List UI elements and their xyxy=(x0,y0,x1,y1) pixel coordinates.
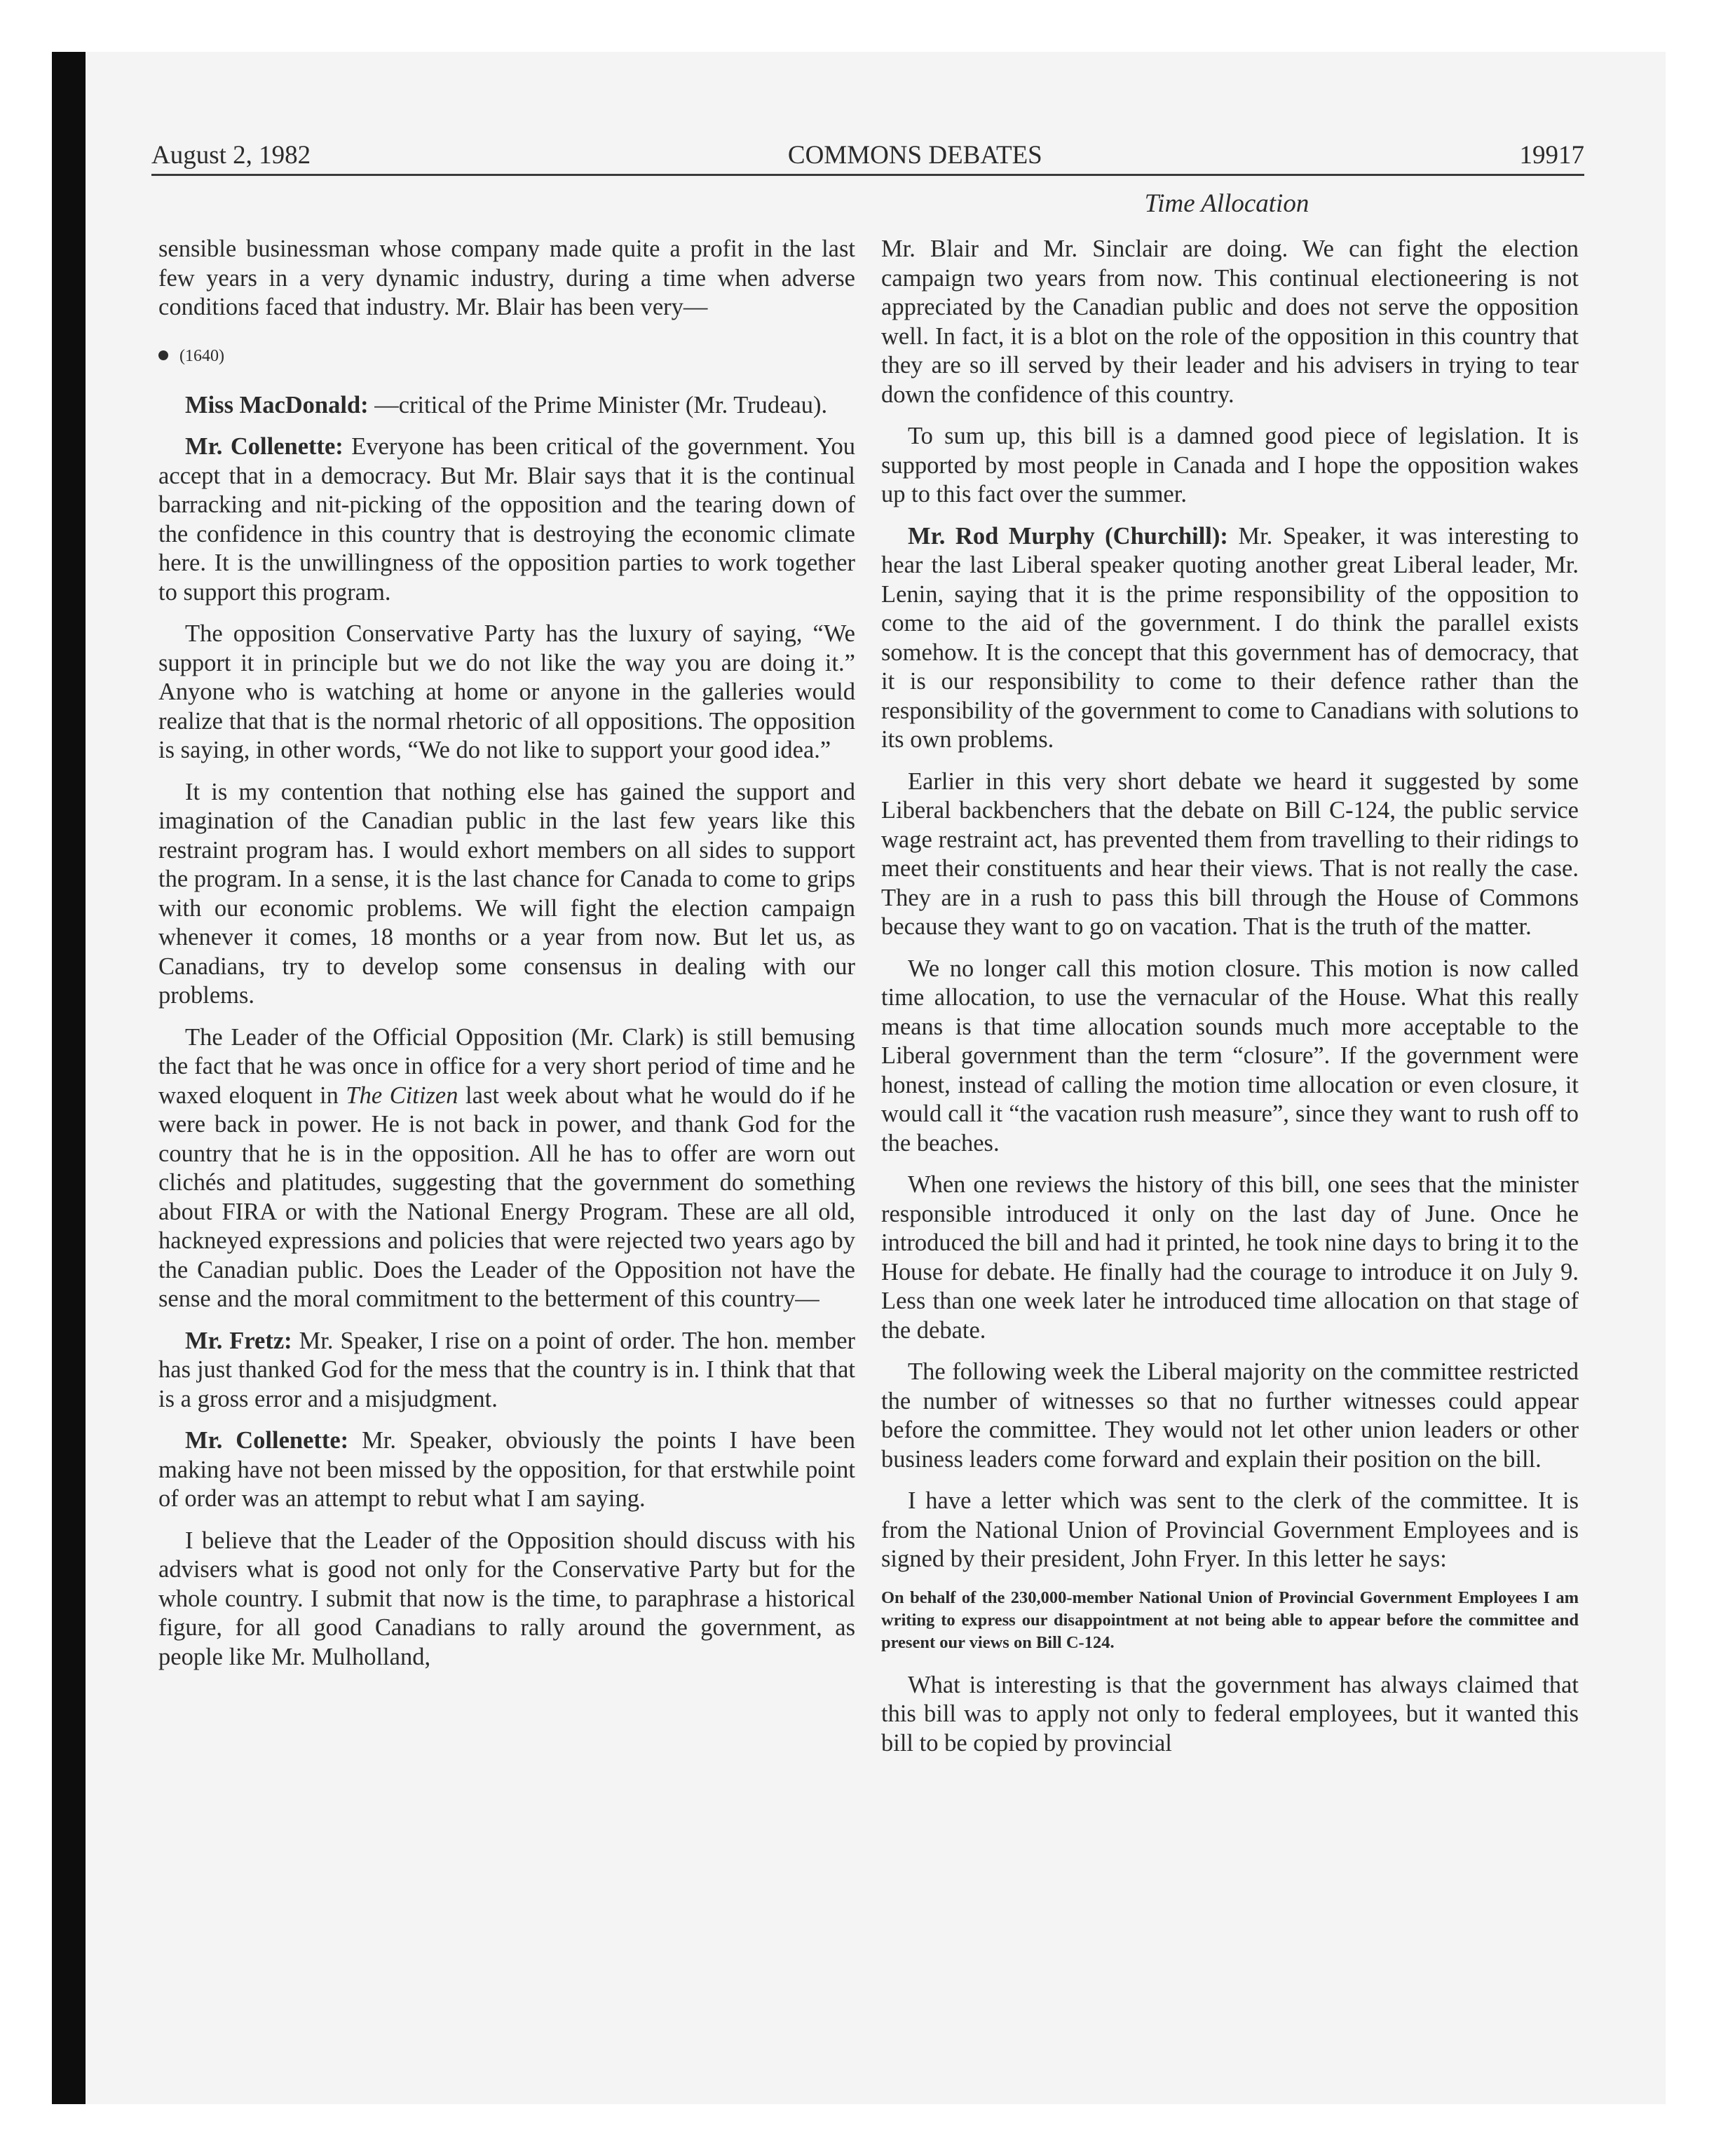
paragraph xyxy=(158,1426,855,1514)
paragraph: sensible businessman whose company made quite a profit in the last few years in a very dynamic industry, during a time when adverse conditions faced that industry. Mr. Blair has been very— xyxy=(158,236,855,320)
header-date: August 2, 1982 xyxy=(151,141,311,170)
speech-text: Mr. Speaker, obviously the points I have been making have not been missed by the opposition, for that erstwhile point of order was an attempt to rebut what I am saying. xyxy=(158,1427,855,1512)
speaker-name: Mr. Collenette: xyxy=(185,433,343,460)
paragraph: We no longer call this motion closure. This motion is now called time allocation, to use the vernacular of the House. What this really means is that time allocation sounds much more acceptable to the Liberal government than the term “closure”. If the government were honest, instead of calling the motion time allocation or even closure, it would call it “the vacation rush measure”, since they want to rush off to the beaches. xyxy=(881,955,1579,1157)
header-publication: COMMONS DEBATES xyxy=(787,141,1042,170)
paragraph: What is interesting is that the government has always claimed that this bill was to apply not only to federal employees, but it wanted this bill to be copied by provincial xyxy=(881,1671,1579,1756)
time-marker-label: (1640) xyxy=(179,346,224,365)
paragraph: The following week the Liberal majority on the committee restricted the number of witnesses so that no further witnesses could appear before the committee. They would not let other union leaders or other business leaders come forward and explain their position on the bill. xyxy=(881,1358,1579,1473)
bullet-icon xyxy=(158,350,168,360)
speaker-name: Mr. Collenette: xyxy=(185,1427,349,1454)
paragraph: When one reviews the history of this bill, one sees that the minister responsible introduced it only on the last day of June. Once he introduced the bill and had it printed, he took nine days to bring it to the House for debate. He finally had the courage to introduce it on July 9. Less than one week later he introduced time allocation on that stage of the debate. xyxy=(881,1171,1579,1344)
paragraph xyxy=(158,432,855,607)
left-column xyxy=(158,235,855,1684)
paragraph xyxy=(158,1023,855,1314)
time-marker xyxy=(158,345,855,367)
paragraph xyxy=(881,522,1579,755)
paragraph: Mr. Blair and Mr. Sinclair are doing. We can fight the election campaign two years from now. This continual electioneering is not appreciated by the Canadian public and does not serve the opposition well. In fact, it is a blot on the role of the opposition in this country that they are so ill served by their leader and his advisers in trying to tear down the confidence of this country. xyxy=(881,236,1579,408)
speech-text: Mr. Speaker, it was interesting to hear the last Liberal speaker quoting another great Liberal leader, Mr. Lenin, saying that it is the prime responsibility of the opposition to come to the aid of the government. I do think the parallel exists somehow. It is the concept that this government has of democracy, that it is our responsibility to come to their defence rather than the responsibility of the government to come to Canadians with solutions to its own problems. xyxy=(881,522,1579,753)
block-quote: On behalf of the 230,000-member National Union of Provincial Government Employees I am writing to express our disappointment at not being able to appear before the committee and present our views on Bill C-124. xyxy=(881,1588,1579,1652)
paragraph: I believe that the Leader of the Opposition should discuss with his advisers what is good not only for the Conservative Party but for the whole country. I submit that now is the time, to paraphrase a historical figure, for all good Canadians to rally around the government, as people like Mr. Mulholland, xyxy=(158,1527,855,1670)
speech-text: —critical of the Prime Minister (Mr. Trudeau). xyxy=(368,391,828,418)
paragraph xyxy=(158,391,855,421)
speaker-name: Miss MacDonald: xyxy=(185,391,369,418)
right-column xyxy=(881,235,1579,1770)
paragraph: It is my contention that nothing else has gained the support and imagination of the Canadian public in the last few years like this restraint program has. I would exhort members on all sides to support the program. In a sense, it is the last chance for Canada to come to grips with our economic problems. We will fight the election campaign whenever it comes, 18 months or a year from now. But let us, as Canadians, try to develop some consensus in dealing with our problems. xyxy=(158,778,855,1009)
paragraph: To sum up, this bill is a damned good piece of legislation. It is supported by most people in Canada and I hope the opposition wakes up to this fact over the summer. xyxy=(881,423,1579,507)
running-title: Time Allocation xyxy=(1144,189,1309,218)
speech-text: The Leader of the Official Opposition (Mr. Clark) is still bemusing the fact that he was once in office for a very short period of time and he waxed eloquent in xyxy=(158,1023,855,1109)
binding-edge xyxy=(52,52,86,2104)
page-header xyxy=(151,137,1584,176)
speaker-name: Mr. Fretz: xyxy=(185,1327,292,1354)
paragraph: Earlier in this very short debate we heard it suggested by some Liberal backbenchers that the debate on Bill C-124, the public service wage restraint act, has prevented them from travelling to their ridings to meet their constituents and hear their views. That is not really the case. They are in a rush to pass this bill through the House of Commons because they want to go on vacation. That is the truth of the matter. xyxy=(881,767,1579,940)
speech-text: last week about what he would do if he were back in power. He is not back in power, and thank God for the country that he is in the opposition. All he has to offer are worn out clichés and platitudes, suggesting that the government do something about FIRA or with the National Energy Program. These are all old, hackneyed expressions and policies that were rejected two years ago by the Canadian public. Does the Leader of the Opposition not have the sense and the moral commitment to the betterment of this country— xyxy=(158,1082,855,1312)
paragraph xyxy=(158,1327,855,1414)
newspaper-title: The Citizen xyxy=(346,1082,458,1109)
header-page-number: 19917 xyxy=(1519,141,1584,170)
paragraph: I have a letter which was sent to the clerk of the committee. It is from the National Union of Provincial Government Employees and is signed by their president, John Fryer. In this letter he says: xyxy=(881,1487,1579,1572)
paragraph: The opposition Conservative Party has the luxury of saying, “We support it in principle but we do not like the way you are doing it.” Anyone who is watching at home or anyone in the galleries would realize that that is the normal rhetoric of all oppositions. The opposition is saying, in other words, “We do not like to support your good idea.” xyxy=(158,620,855,763)
speaker-name: Mr. Rod Murphy (Churchill): xyxy=(908,522,1228,550)
speech-text: Everyone has been critical of the government. You accept that in a democracy. But Mr. Blair says that it is the continual barracking and nit-picking of the opposition and the tearing down of the confidence in this country that is destroying the economic climate here. It is the unwillingness of the opposition parties to work together to support this program. xyxy=(158,433,855,606)
speech-text: Mr. Speaker, I rise on a point of order. The hon. member has just thanked God for the mess that the country is in. I think that that is a gross error and a misjudgment. xyxy=(158,1327,856,1412)
